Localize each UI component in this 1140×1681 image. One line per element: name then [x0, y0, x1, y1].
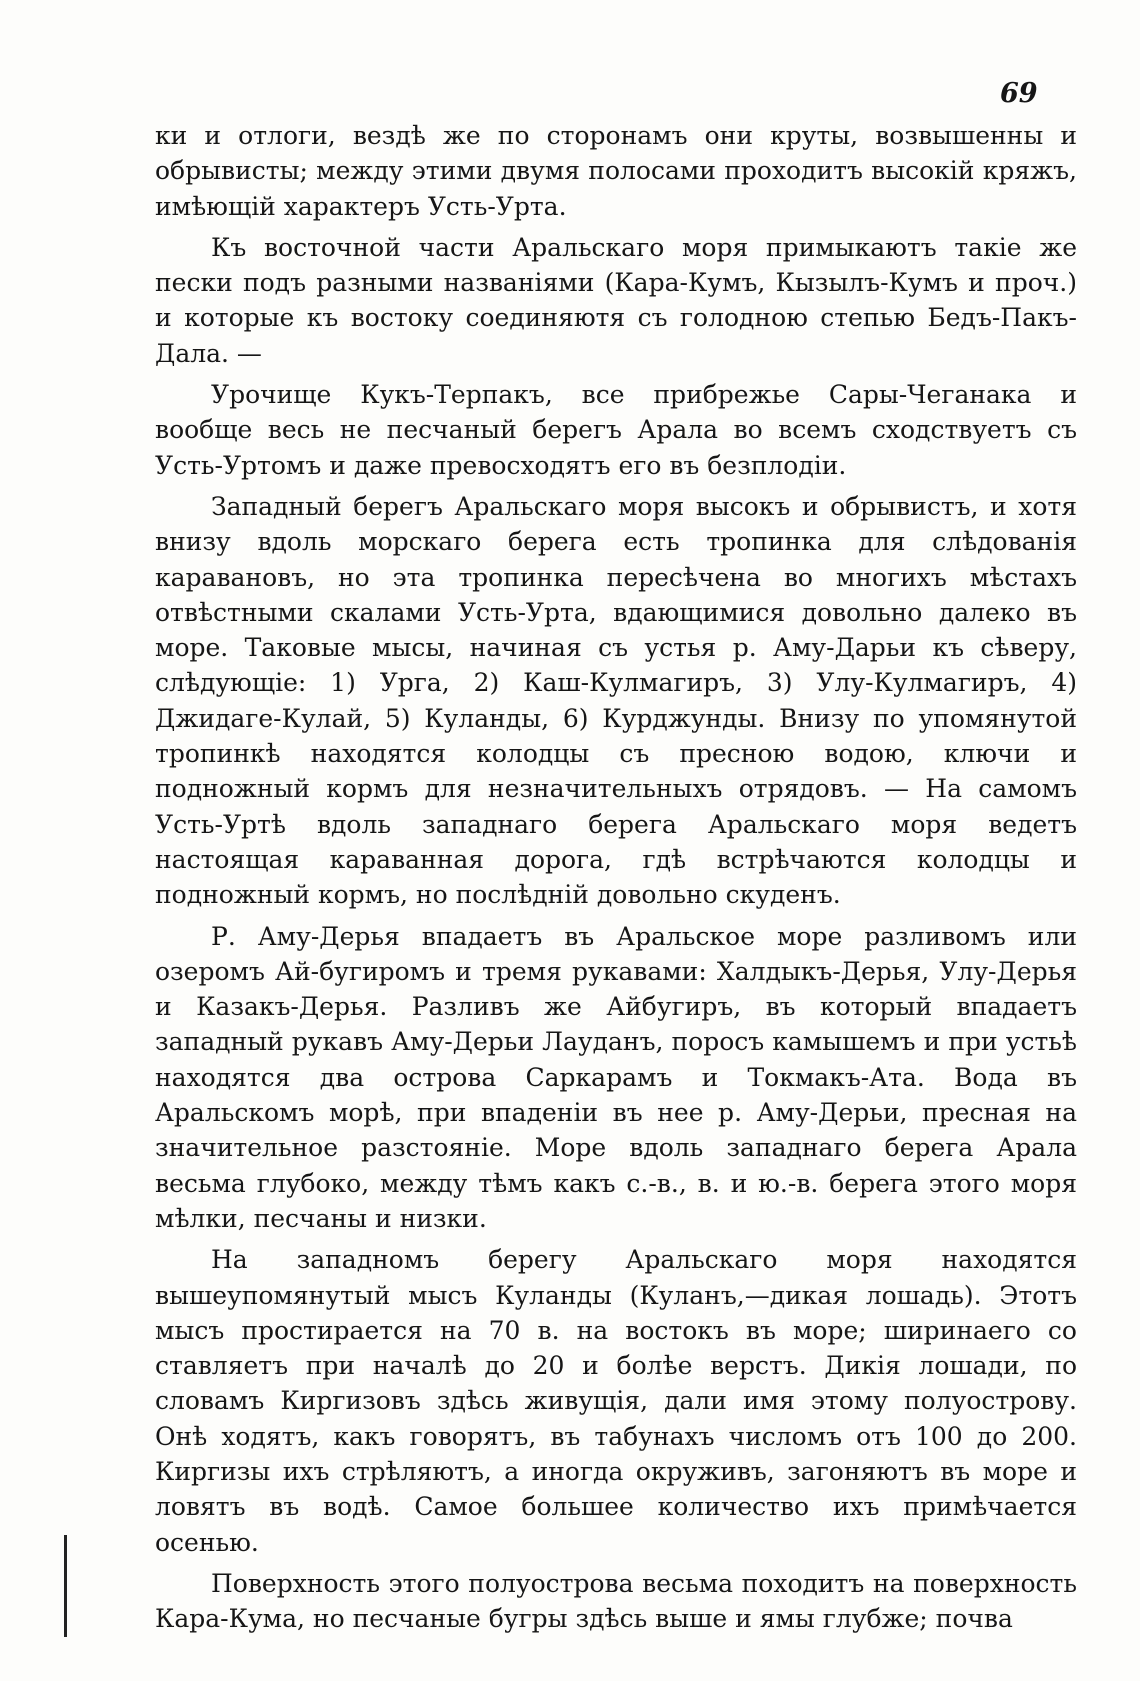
paragraph-kuk-terpak: Урочище Кукъ-Терпакъ, все прибрежье Сары-Чеганака и вообще весь не песчаный берегъ Арала во всемъ сходствуетъ съ Усть-Уртомъ и даже превосходятъ его въ безплодіи.	[155, 380, 1077, 480]
paragraph-amu-darya: Р. Аму-Дерья впадаетъ въ Аральское море разливомъ или озеромъ Ай-бугиромъ и тремя рукавами: Халдыкъ-Дерья, Улу-Дерья и Казакъ-Дерья. Разливъ же Айбугиръ, въ который впадаетъ западный рукавъ Аму-Дерьи Лауданъ, поросъ камышемъ и при устьѣ находятся два острова Саркарамъ и Токмакъ-Ата. Вода въ Аральскомъ морѣ, при впаденіи въ нее р. Аму-Дерьи, пресная на значительное разстояніе. Море вдоль западнаго берега Арала весьма глубоко, между тѣмъ какъ с.-в., в. и ю.-в. берега этого моря мѣлки, песчаны и низки.	[155, 921, 1077, 1233]
paragraph-kulandy-cape: На западномъ берегу Аральскаго моря находятся вышеупомянутый мысъ Куланды (Куланъ,—дикая лошадь). Этотъ мысъ простирается на 70 в. на востокъ въ море; ширинаего со ставляетъ при началѣ до 20 и болѣе верстъ. Дикія лошади, по словамъ Киргизовъ здѣсь живущія, дали имя этому полуострову. Онѣ ходятъ, какъ говорятъ, въ табунахъ числомъ отъ 100 до 200. Киргизы ихъ стрѣляютъ, а иногда окруживъ, загоняютъ въ море и ловятъ въ водѣ. Самое большее количество ихъ примѣчается осенью.	[155, 1245, 1077, 1557]
paragraph-continuation: ки и отлоги, вездѣ же по сторонамъ они круты, возвышенны и обрывисты; между этими двумя полосами проходитъ высокій кряжъ, имѣющій характеръ Усть-Урта.	[155, 121, 1077, 221]
paragraph-eastern-sands: Къ восточной части Аральскаго моря примыкаютъ такіе же пески подъ разными названіями (Кара-Кумъ, Кызылъ-Кумъ и проч.) и которые къ востоку соединяютя съ голодною степью Бедъ-Пакъ-Дала. —	[155, 232, 1077, 368]
paragraph-peninsula-surface: Поверхность этого полуострова весьма походитъ на поверхность Кара-Кума, но песчаные бугры здѣсь выше и ямы глубже; почва	[155, 1568, 1077, 1634]
page-body	[155, 118, 1077, 1636]
margin-mark	[64, 1535, 67, 1637]
paragraph-western-shore: Западный берегъ Аральскаго моря высокъ и обрывистъ, и хотя внизу вдоль морскаго берега есть тропинка для слѣдованія каравановъ, но эта тропинка пересѣчена во многихъ мѣстахъ отвѣстными скалами Усть-Урта, вдающимися довольно далеко въ море. Таковые мысы, начиная съ устья р. Аму-Дарьи къ сѣверу, слѣдующіе: 1) Урга, 2) Каш-Кулмагиръ, 3) Улу-Кулмагиръ, 4) Джидаге-Кулай, 5) Куланды, 6) Курджунды. Внизу по упомянутой тропинкѣ находятся колодцы съ пресною водою, ключи и подножный кормъ для незначительныхъ отрядовъ. — На самомъ Усть-Уртѣ вдоль западнаго берега Аральскаго моря ведетъ настоящая караванная дорога, гдѣ встрѣчаются колодцы и подножный кормъ, но послѣдній довольно скуденъ.	[155, 491, 1077, 910]
page-number: 69	[1000, 78, 1038, 109]
